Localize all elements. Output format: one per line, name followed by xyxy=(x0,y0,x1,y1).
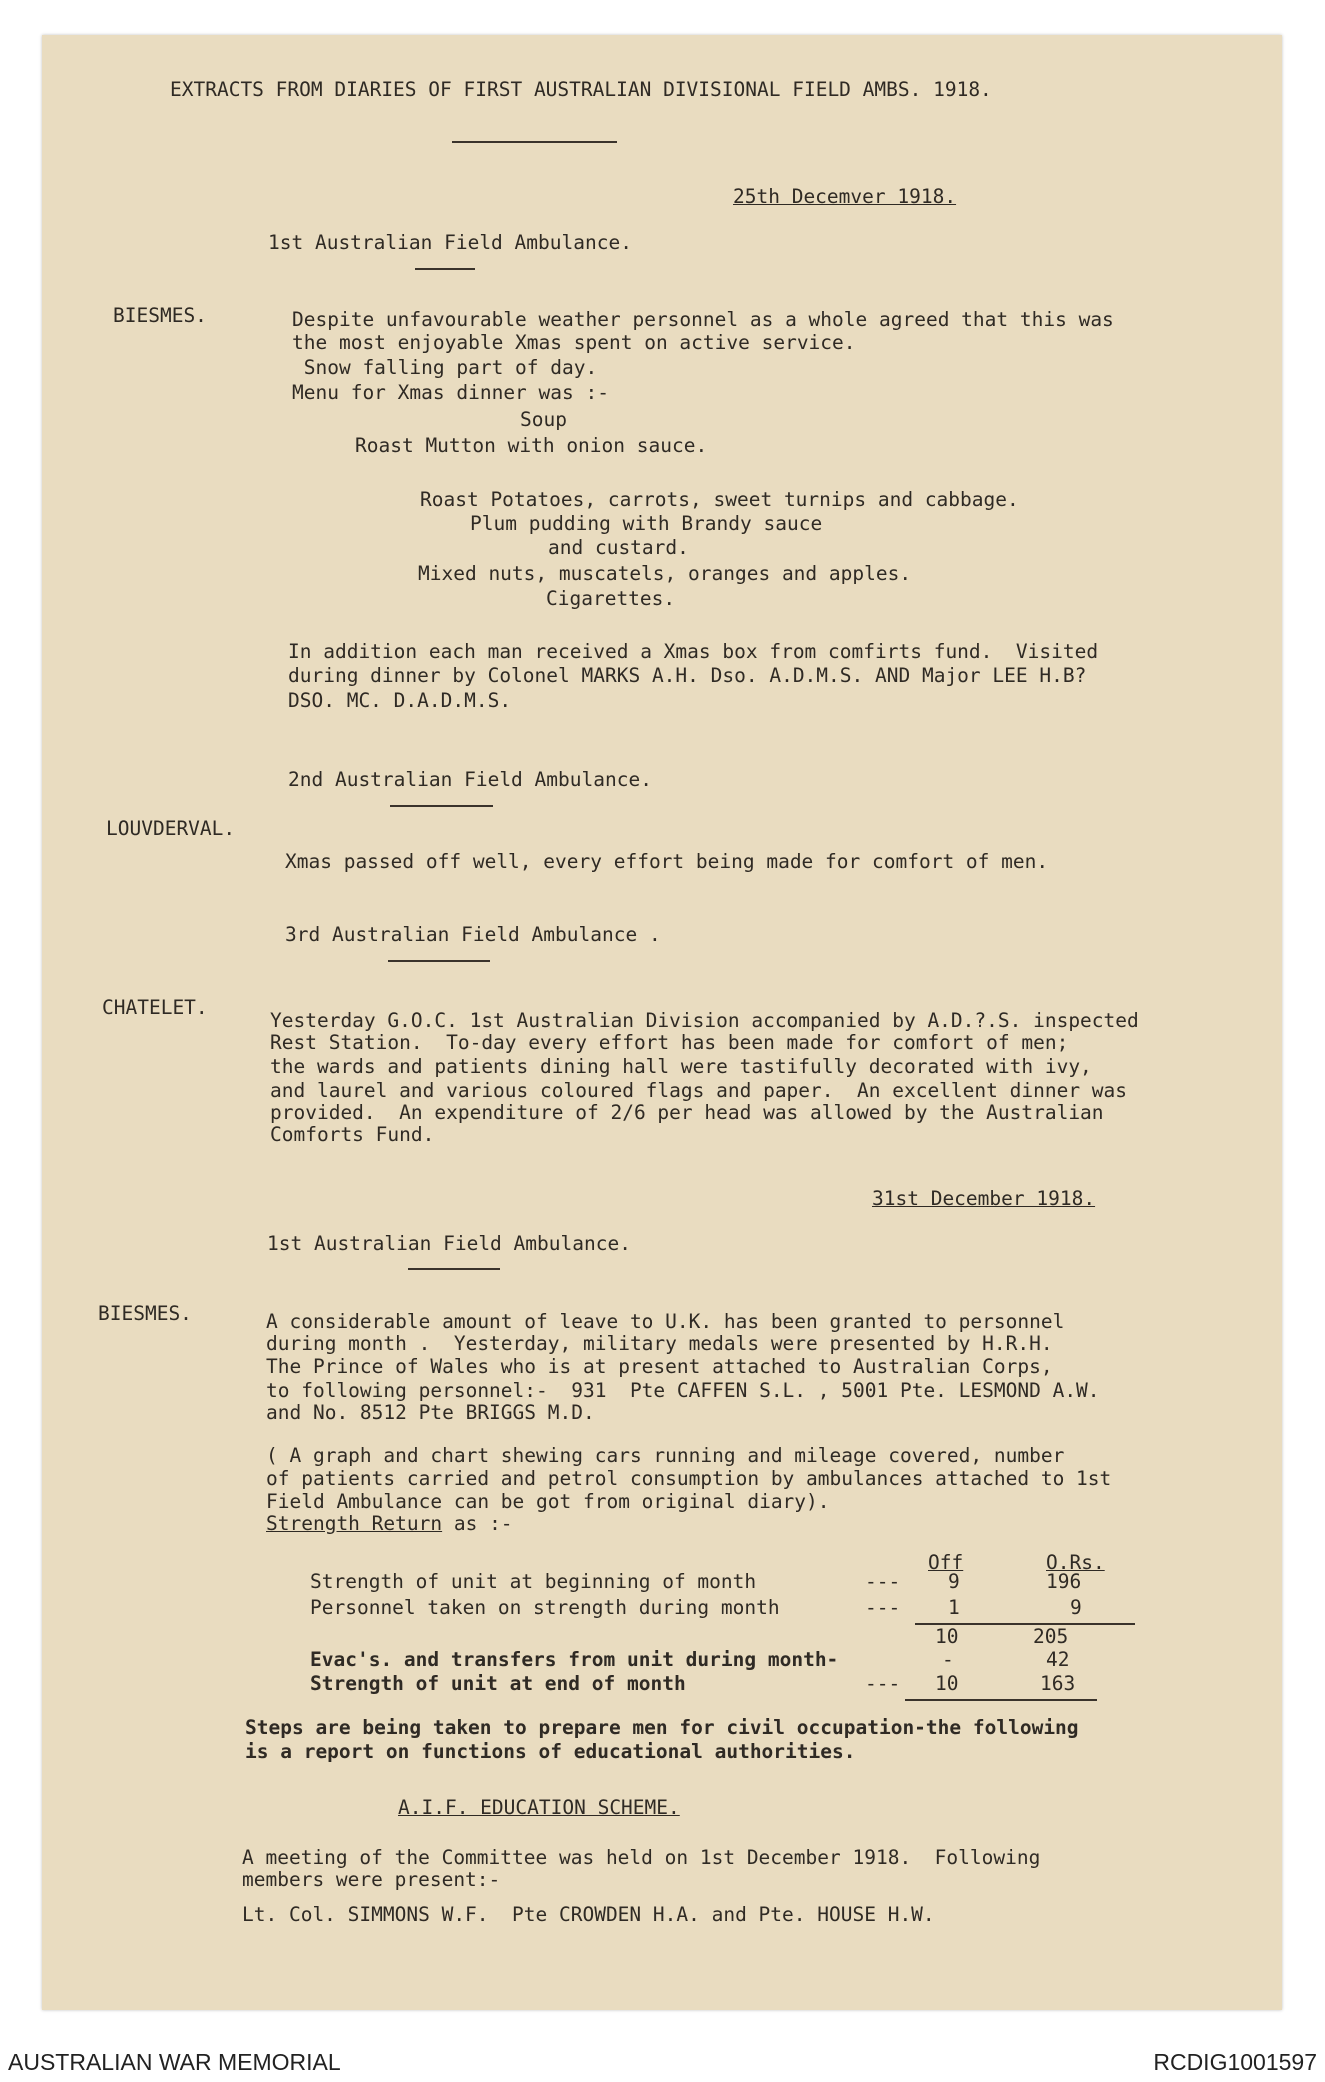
heading-rule xyxy=(388,960,490,962)
date-31-dec: 31st December 1918. xyxy=(872,1187,1096,1210)
text-line: Comforts Fund. xyxy=(270,1123,435,1146)
strength-return-label: Strength Return xyxy=(266,1512,443,1535)
table-cell-ors: 205 xyxy=(1033,1625,1069,1648)
table-cell-off: - xyxy=(942,1648,954,1671)
footer-record-id: RCDIG1001597 xyxy=(1153,2049,1317,2075)
table-row-label: Strength of unit at beginning of month xyxy=(310,1570,757,1593)
unit-heading: 3rd Australian Field Ambulance . xyxy=(285,923,661,946)
text-line: In addition each man received a Xmas box from comfirts fund. Visited xyxy=(288,640,1099,663)
text-line: of patients carried and petrol consumption by ambulances attached to 1st xyxy=(266,1467,1112,1490)
menu-item: and custard. xyxy=(548,536,689,559)
text-line: A meeting of the Committee was held on 1st December 1918. Following xyxy=(242,1846,1041,1869)
title-rule xyxy=(452,141,617,143)
text-line: Xmas passed off well, every effort being made for comfort of men. xyxy=(285,850,1049,873)
heading-rule xyxy=(390,805,493,807)
place-name: BIESMES. xyxy=(98,1302,192,1325)
education-heading: A.I.F. EDUCATION SCHEME. xyxy=(398,1796,680,1819)
table-cell-off: 9 xyxy=(948,1570,960,1593)
text-line: ( A graph and chart shewing cars running and mileage covered, number xyxy=(266,1444,1065,1467)
text-line: during month . Yesterday, military medals were presented by H.R.H. xyxy=(266,1332,1053,1355)
heading-rule xyxy=(408,1268,500,1270)
unit-heading: 2nd Australian Field Ambulance. xyxy=(288,768,652,791)
table-row-label: Strength of unit at end of month xyxy=(310,1672,686,1695)
text-line: Despite unfavourable weather personnel as a whole agreed that this was xyxy=(292,308,1114,331)
place-name: LOUVDERVAL. xyxy=(106,817,236,840)
footer-archive-name: AUSTRALIAN WAR MEMORIAL xyxy=(8,2049,341,2075)
table-cell-ors: 9 xyxy=(1070,1596,1082,1619)
table-cell-off: 10 xyxy=(935,1672,959,1695)
strength-return-suffix: as :- xyxy=(442,1512,513,1535)
text-line: the wards and patients dining hall were tastifully decorated with ivy, xyxy=(270,1055,1092,1078)
menu-item: Roast Potatoes, carrots, sweet turnips and cabbage. xyxy=(420,488,1019,511)
document-title: EXTRACTS FROM DIARIES OF FIRST AUSTRALIAN DIVISIONAL FIELD AMBS. 1918. xyxy=(170,78,992,101)
menu-item: Cigarettes. xyxy=(546,587,676,610)
table-cell-ors: 163 xyxy=(1040,1672,1076,1695)
date-25-dec: 25th Decemver 1918. xyxy=(733,185,957,208)
text-line: and laurel and various coloured flags and paper. An excellent dinner was xyxy=(270,1079,1128,1102)
place-name: BIESMES. xyxy=(113,304,207,327)
text-line: is a report on functions of educational authorities. xyxy=(245,1740,856,1763)
text-line: A considerable amount of leave to U.K. has been granted to personnel xyxy=(266,1310,1065,1333)
text-line: Menu for Xmas dinner was :- xyxy=(292,381,609,404)
text-line: The Prince of Wales who is at present attached to Australian Corps, xyxy=(266,1355,1053,1378)
text-line: during dinner by Colonel MARKS A.H. Dso. A.D.M.S. AND Major LEE H.B? xyxy=(288,664,1087,687)
unit-heading: 1st Australian Field Ambulance. xyxy=(268,231,632,254)
table-row-dash: --- xyxy=(865,1596,901,1619)
menu-item: Plum pudding with Brandy sauce xyxy=(470,512,823,535)
table-cell-ors: 196 xyxy=(1046,1570,1082,1593)
table-row-label: Personnel taken on strength during month xyxy=(310,1596,780,1619)
menu-item: Soup xyxy=(520,408,567,431)
table-row-label: Evac's. and transfers from unit during month- xyxy=(310,1648,839,1671)
text-line: Field Ambulance can be got from original diary). xyxy=(266,1490,830,1513)
text-line: Rest Station. To-day every effort has been made for comfort of men; xyxy=(270,1031,1069,1054)
strength-return-heading xyxy=(266,1512,513,1535)
text-line: provided. An expenditure of 2/6 per head was allowed by the Australian xyxy=(270,1101,1104,1124)
text-line: members were present:- xyxy=(242,1868,501,1891)
table-cell-off: 1 xyxy=(948,1596,960,1619)
heading-rule xyxy=(415,268,475,270)
text-line: Steps are being taken to prepare men for civil occupation-the following xyxy=(245,1716,1079,1739)
text-line: to following personnel:- 931 Pte CAFFEN S.L. , 5001 Pte. LESMOND A.W. xyxy=(266,1379,1100,1402)
unit-heading: 1st Australian Field Ambulance. xyxy=(267,1232,631,1255)
total-rule xyxy=(905,1699,1097,1701)
text-line: and No. 8512 Pte BRIGGS M.D. xyxy=(266,1401,595,1424)
place-name: CHATELET. xyxy=(102,996,208,1019)
table-cell-ors: 42 xyxy=(1046,1648,1070,1671)
menu-item: Mixed nuts, muscatels, oranges and apples. xyxy=(418,562,912,585)
text-line: DSO. MC. D.A.D.M.S. xyxy=(288,689,512,712)
text-line: the most enjoyable Xmas spent on active service. xyxy=(292,331,856,354)
table-row-dash: --- xyxy=(865,1570,901,1593)
text-line: Yesterday G.O.C. 1st Australian Division accompanied by A.D.?.S. inspected xyxy=(270,1009,1139,1032)
text-line: Lt. Col. SIMMONS W.F. Pte CROWDEN H.A. and Pte. HOUSE H.W. xyxy=(242,1903,935,1926)
table-row-dash: --- xyxy=(865,1672,901,1695)
col-header-ors: O.Rs. xyxy=(1046,1551,1105,1574)
text-line: Snow falling part of day. xyxy=(292,356,598,379)
menu-item: Roast Mutton with onion sauce. xyxy=(355,434,708,457)
col-header-off: Off xyxy=(928,1551,964,1574)
table-cell-off: 10 xyxy=(935,1625,959,1648)
